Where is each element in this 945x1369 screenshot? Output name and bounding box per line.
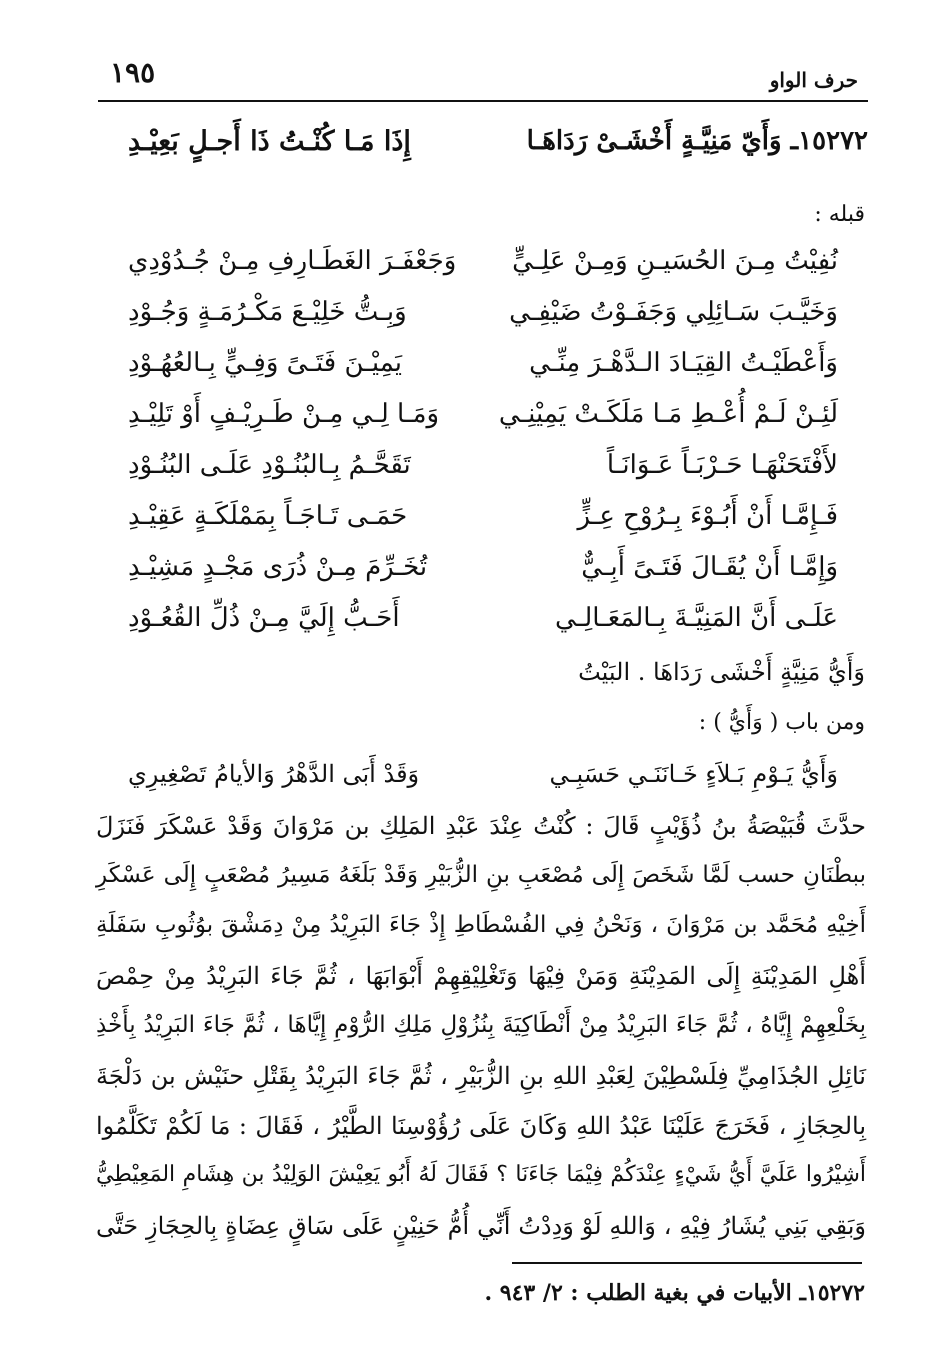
verse-first-hemistich: لأَفْتَحَنْهَـا حَـرْبَـاً عَـوَانَـاً <box>606 450 838 480</box>
verse-second-hemistich: تُخَـرِّمَ مِـنْ ذُرَى مَجْـدٍ مَشِيْـدِ <box>128 552 428 582</box>
poem-verse <box>128 297 868 341</box>
intro-before-label: قبله : <box>814 202 865 227</box>
verse-first-hemistich: وَأَعْطَيْـتُ القِيَـادَ الـدَّهْـرَ مِنِّـي <box>529 348 838 378</box>
poem-verse <box>128 348 868 392</box>
extra-verse-first-hemistich: وَأَيُّ يَـوْمِ بَـلاَءٍ خَـانَنَـي حَسَبِـي <box>549 760 838 788</box>
footnote: ١٥٢٧٢ـ الأبيات في بغية الطلب : ٢/ ٩٤٣ . <box>484 1280 865 1306</box>
verse-reference: وَأَيُّ مَنِيَّةٍ أَخْشَى رَدَاهَا . البَيْتُ <box>578 658 865 686</box>
prose-line: بِخَلْعِهِمْ إِيَّاهُ ، ثُمَّ جَاءَ البَرِيْدُ مِنْ أَنْطَاكِيَةَ بِنُزُوْلِ مَلِكِ الرُّوْمِ إِيَّاهَا ، ثُمَّ جَاءَ البَرِيْدُ بِأَخْذِ <box>96 1012 866 1038</box>
verse-first-hemistich: وَخَيَّـبَ سَـائِلِي وَجَفَـوْتُ ضَيْفِـي <box>509 297 838 327</box>
poem-verse <box>128 246 868 290</box>
prose-line: بِالحِجَازِ ، فَخَرَجَ عَلَيْنَا عَبْدُ اللهِ وَكَانَ عَلَى رُؤُوْسِنَا الطَّيْرُ ، فَقَالَ : مَا لَكُمْ تَكَلَّمُوا <box>96 1112 866 1140</box>
verse-second-hemistich: وَبِـتُّ خَلِيْـعَ مَكْـرُمَـةٍ وَجُـوْدِ <box>128 297 407 327</box>
prose-line: نَائِلِ الجُذَامِيِّ فِلَسْطِيْنَ لِعَبْدِ اللهِ بنِ الزُّبَيْرِ ، ثُمَّ جَاءَ البَرِيْدُ بِقَتْلِ حنَيْش بن دَلْجَةَ <box>96 1062 866 1090</box>
poem-verse <box>128 399 868 443</box>
main-verse <box>128 126 868 170</box>
section-label: ومن باب ( وَأَيُّ ) : <box>698 710 865 735</box>
verse-second-hemistich: وَجَعْفَـرَ الغَطَـارِفِ مِـنْ جُـدُوْدِي <box>128 246 457 276</box>
page-header <box>98 52 858 98</box>
main-verse-second-hemistich: إِذَا مَـا كُنْـتُ ذَا أَجـلٍ بَعِيْـدِ <box>128 126 411 157</box>
page-number: ١٩٥ <box>110 56 156 89</box>
prose-line: أَشِيْرُوا عَلَيَّ أَيُّ شَيْءٍ عِنْدَكُمْ فِيْمَا جَاءَنَا ؟ فَقَالَ لَهُ أَبُو يَعِيْشَ الوَلِيْدُ بن هِشَامِ المَعِيْطِيُّ <box>96 1162 866 1187</box>
verse-second-hemistich: تَقَحَّـمُ بِـالبُنُـوْدِ عَلَـى البُنُـوْدِ <box>128 450 411 480</box>
poem-verse <box>128 603 868 647</box>
footnote-rule <box>512 1262 862 1264</box>
verse-first-hemistich: فَـإِمَّـا أَنْ أَبُـوْءَ بِـرُوْحِ عِـزٍّ <box>577 501 838 531</box>
chapter-title: حرف الواو <box>769 68 858 92</box>
prose-line: حدَّثَ قُبَيْصَةُ بنُ ذُؤَيْبٍ قَالَ : كُنْتُ عِنْدَ عَبْدِ المَلِكِ بن مَرْوَانَ وَقَدْ عَسْكَرَ فَنَزَلَ <box>96 812 866 840</box>
extra-verse-second-hemistich: وَقَدْ أَبَى الدَّهْرُ وَالأيامُ تَصْغِيرِي <box>128 760 420 788</box>
prose-line: أَخِيْهِ مُحَمَّد بن مَرْوَانَ ، وَنَحْنُ فِي الفُسْطَاطِ إِذْ جَاءَ البَرِيْدُ مِنْ دِمَشْقَ بوُثُوبِ سَفَلَةِ <box>96 912 866 938</box>
extra-verse <box>128 760 868 804</box>
verse-second-hemistich: يَمِيْـنَ فَتَـىً وَفِـيٍّ بِـالعُهُـوْدِ <box>128 348 403 378</box>
verse-second-hemistich: أَحَـبُّ إِلَيَّ مِـنْ ذُلِّ القُعُـوْدِ <box>128 603 400 633</box>
header-rule <box>98 100 868 102</box>
prose-line: أَهْلِ المَدِيْنَةِ إِلَى المَدِيْنَةِ وَمَنْ فِيْهَا وَتَغْلِيْقِهِمْ أَبْوَابَهَا ، ثُمَّ جَاءَ البَرِيْدُ مِنْ حِمْصَ <box>96 962 866 990</box>
prose-line: ببطْنَانِ حسب لَمَّا شَخَصَ إِلَى مُصْعَبِ بنِ الزُّبَيْرِ وَقَدْ بَلَغَهُ مَسِيرُ مُصْعَبٍ إِلَى عَسْكَرِ <box>96 862 866 888</box>
verse-first-hemistich: وَإِمَّـا أَنْ يُقَـالَ فَتَـىً أَبِـيٌّ <box>581 552 838 582</box>
verse-first-hemistich: نُفِيْتُ مِـنَ الحُسَيـنِ وَمِـنْ عَلِـيٍّ <box>512 246 838 276</box>
verse-second-hemistich: حَمَـى تَـاجَـاً بِمَمْلَكَـةٍ عَقِيْـدِ <box>128 501 408 531</box>
poem-verse <box>128 501 868 545</box>
poem-verse <box>128 450 868 494</box>
verse-first-hemistich: لَئِـنْ لَـمْ أُعْـطِ مَـا مَلَكَـتْ يَمِيْنِـي <box>498 399 838 429</box>
verse-second-hemistich: وَمَـا لِـي مِـنْ طَـرِيْـفٍ أَوْ تَلِيْـدِ <box>128 399 440 429</box>
main-verse-first-hemistich: ١٥٢٧٢ـ وَأَيّ مَنِيَّـةٍ أَخْشَـىْ رَدَاهَـا <box>526 126 868 156</box>
poem-verse <box>128 552 868 596</box>
verse-first-hemistich: عَلَـى أَنَّ المَنِيَّـةَ بِـالمَعَـالِـي <box>555 603 838 633</box>
prose-line: وَبَقِي بَنِي يُشَارُ فِيْهِ ، وَاللهِ لَوْ وَدِدْتُ أَنِّي أُمُّ حَنِيْنٍ عَلَى سَاقٍ عِضَاةٍ بِالحِجَازِ حَتَّى <box>96 1212 866 1240</box>
